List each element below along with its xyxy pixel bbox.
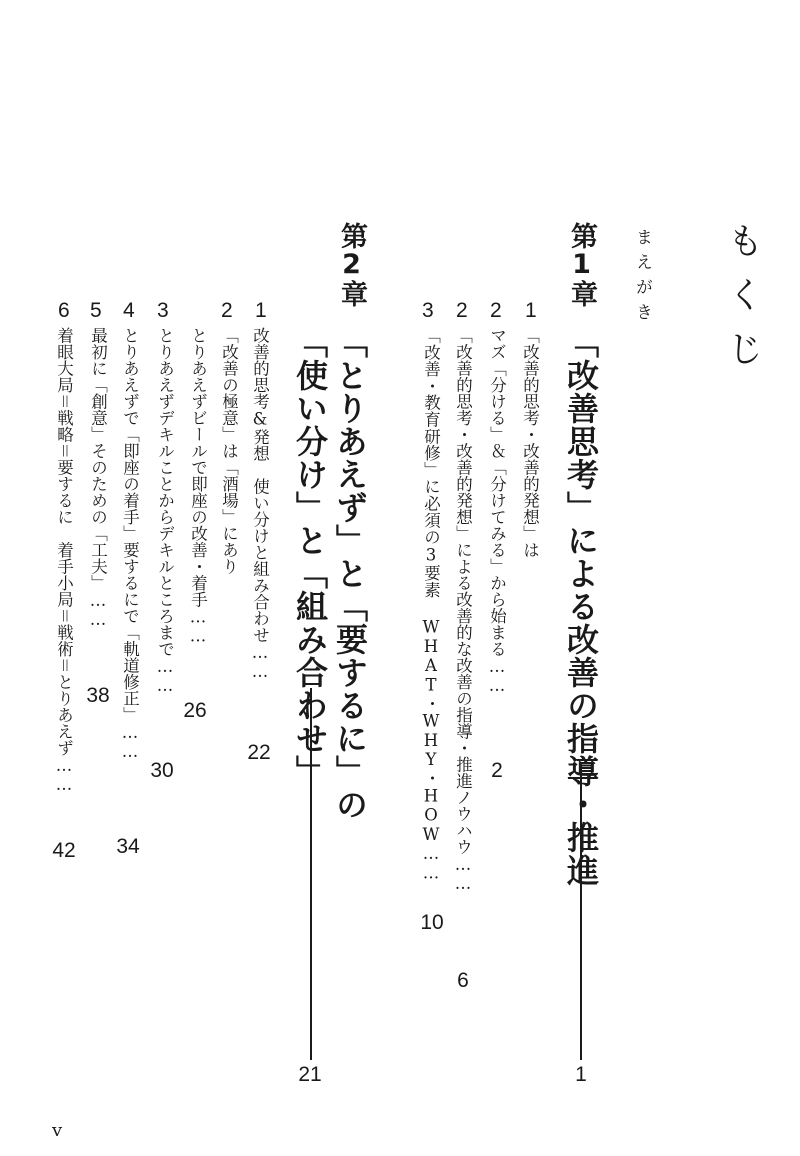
chapter-2-leader-line [310,688,312,1060]
item-page: 30 [150,759,174,782]
chapter-2-title-line-1[interactable]: 「とりあえず」と「要するに」の [331,326,369,821]
page-title: もくじ [722,222,763,384]
chapter-1-leader-line [580,765,582,1060]
item-text: とりあえずデキルことからデキルところまで…… [155,327,175,695]
page-folio: v [52,1120,63,1141]
item-number: 4 [123,299,135,322]
chapter-2-label: 第2章 [336,222,367,307]
item-number: 1 [255,299,267,322]
item-number: 2 [221,299,233,322]
item-text: マズ「分ける」＆「分けてみる」から始まる…… [487,327,507,695]
chapter-1-title[interactable]: 「改善思考」による改善の指導・推進 [562,326,600,887]
item-text: 「改善・教育研修」に必須の3要素 WHAT・WHY・HOW…… [421,327,441,883]
item-number: 5 [90,299,102,322]
preface-entry[interactable]: まえがき [632,228,652,328]
item-text: 「改善的思考・改善的発想」は [520,327,540,558]
item-number: 6 [58,299,70,322]
chapter-2-title-line-2[interactable]: 「使い分け」と「組み合わせ」 [291,326,329,788]
item-text: 着眼大局＝戦略＝要するに 着手小局＝戦術＝とりあえず…… [54,327,74,794]
item-page: 2 [491,759,503,782]
item-text: 「改善の極意」は「酒場」にあり [219,327,239,575]
chapter-1-label: 第1章 [566,222,597,307]
item-text: とりあえずで「即座の着手」要するにで「軌道修正」…… [120,327,140,761]
item-page: 34 [116,835,140,858]
item-text: 「改善的思考・改善的発想」による改善的な改善の指導・推進ノウハウ…… [453,327,473,893]
item-text: 改善的思考&発想 使い分けと組み合わせ…… [250,327,270,681]
item-page: 6 [457,969,469,992]
item-text: 最初に「創意」そのための「工夫」…… [88,327,108,629]
item-number: 3 [422,299,434,322]
item-page: 42 [52,839,76,862]
item-page: 26 [183,699,207,722]
item-number: 2 [456,299,468,322]
item-number: 1 [525,299,537,322]
chapter-2-page: 21 [298,1063,322,1086]
item-text: とりあえずビールで即座の改善・着手…… [188,327,208,646]
item-number: 2 [490,299,502,322]
item-number: 3 [157,299,169,322]
item-page: 22 [247,741,271,764]
item-page: 38 [86,684,110,707]
chapter-1-page: 1 [575,1063,587,1086]
item-page: 10 [420,911,444,934]
